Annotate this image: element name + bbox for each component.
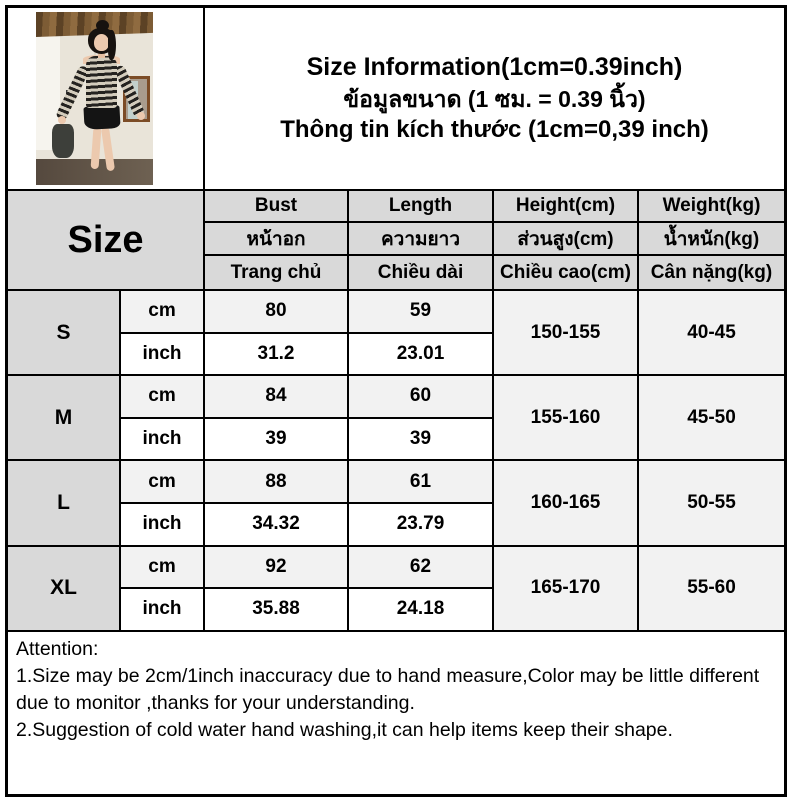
col-header-height-vi: Chiều cao(cm) bbox=[494, 256, 637, 289]
bust-inch-value: 31.2 bbox=[205, 334, 347, 375]
col-header-bust-th: หน้าอก bbox=[205, 223, 347, 254]
col-header-height-th: ส่วนสูง(cm) bbox=[494, 223, 637, 254]
weight-value: 55-60 bbox=[639, 547, 784, 630]
unit-cm-label: cm bbox=[121, 291, 203, 332]
attention-line-2: 2.Suggestion of cold water hand washing,it can help items keep their shape. bbox=[16, 718, 673, 741]
hand-right bbox=[137, 112, 145, 120]
height-value: 155-160 bbox=[494, 376, 637, 459]
col-header-height-en: Height(cm) bbox=[494, 191, 637, 221]
col-header-weight-th: น้ำหนัก(kg) bbox=[639, 223, 784, 254]
col-header-length-vi: Chiều dài bbox=[349, 256, 492, 289]
col-header-weight-en: Weight(kg) bbox=[639, 191, 784, 221]
attention-note bbox=[8, 632, 784, 794]
unit-cm-label: cm bbox=[121, 461, 203, 502]
bust-cm-value: 92 bbox=[205, 547, 347, 588]
unit-inch-label: inch bbox=[121, 334, 203, 375]
bust-inch-value: 35.88 bbox=[205, 589, 347, 630]
size-row-label: M bbox=[8, 376, 119, 459]
bag bbox=[52, 124, 74, 158]
weight-value: 50-55 bbox=[639, 461, 784, 544]
length-inch-value: 23.79 bbox=[349, 504, 492, 545]
hand-left bbox=[58, 116, 66, 124]
size-row-label: L bbox=[8, 461, 119, 544]
attention-heading: Attention: bbox=[16, 637, 99, 660]
weight-value: 45-50 bbox=[639, 376, 784, 459]
bust-cm-value: 88 bbox=[205, 461, 347, 502]
col-header-length-en: Length bbox=[349, 191, 492, 221]
size-chart-table bbox=[5, 5, 787, 797]
bust-inch-value: 39 bbox=[205, 419, 347, 460]
attention-line-1: 1.Size may be 2cm/1inch inaccuracy due to hand measure,Color may be little different due to monitor ,thanks for your understanding. bbox=[16, 664, 760, 714]
size-header: Size bbox=[8, 191, 203, 289]
hair-side bbox=[108, 30, 116, 60]
unit-cm-label: cm bbox=[121, 547, 203, 588]
unit-inch-label: inch bbox=[121, 419, 203, 460]
title-english: Size Information(1cm=0.39inch) bbox=[306, 53, 683, 81]
unit-cm-label: cm bbox=[121, 376, 203, 417]
title-vietnamese: Thông tin kích thước (1cm=0,39 inch) bbox=[280, 116, 709, 143]
height-value: 165-170 bbox=[494, 547, 637, 630]
striped-halter-top bbox=[86, 56, 117, 108]
col-header-weight-vi: Cân nặng(kg) bbox=[639, 256, 784, 289]
length-cm-value: 62 bbox=[349, 547, 492, 588]
col-header-bust-en: Bust bbox=[205, 191, 347, 221]
face bbox=[94, 34, 109, 51]
bust-cm-value: 80 bbox=[205, 291, 347, 332]
col-header-bust-vi: Trang chủ bbox=[205, 256, 347, 289]
unit-inch-label: inch bbox=[121, 504, 203, 545]
length-cm-value: 59 bbox=[349, 291, 492, 332]
product-photo bbox=[36, 12, 153, 185]
weight-value: 40-45 bbox=[639, 291, 784, 374]
length-cm-value: 61 bbox=[349, 461, 492, 502]
unit-inch-label: inch bbox=[121, 589, 203, 630]
col-header-length-th: ความยาว bbox=[349, 223, 492, 254]
length-inch-value: 39 bbox=[349, 419, 492, 460]
length-inch-value: 24.18 bbox=[349, 589, 492, 630]
length-cm-value: 60 bbox=[349, 376, 492, 417]
product-photo-cell bbox=[8, 8, 203, 189]
height-value: 160-165 bbox=[494, 461, 637, 544]
title-thai: ข้อมูลขนาด (1 ซม. = 0.39 นิ้ว) bbox=[343, 86, 646, 112]
size-row-label: XL bbox=[8, 547, 119, 630]
title-block bbox=[205, 8, 784, 189]
length-inch-value: 23.01 bbox=[349, 334, 492, 375]
height-value: 150-155 bbox=[494, 291, 637, 374]
black-skirt bbox=[83, 105, 120, 130]
size-row-label: S bbox=[8, 291, 119, 374]
bust-inch-value: 34.32 bbox=[205, 504, 347, 545]
bust-cm-value: 84 bbox=[205, 376, 347, 417]
